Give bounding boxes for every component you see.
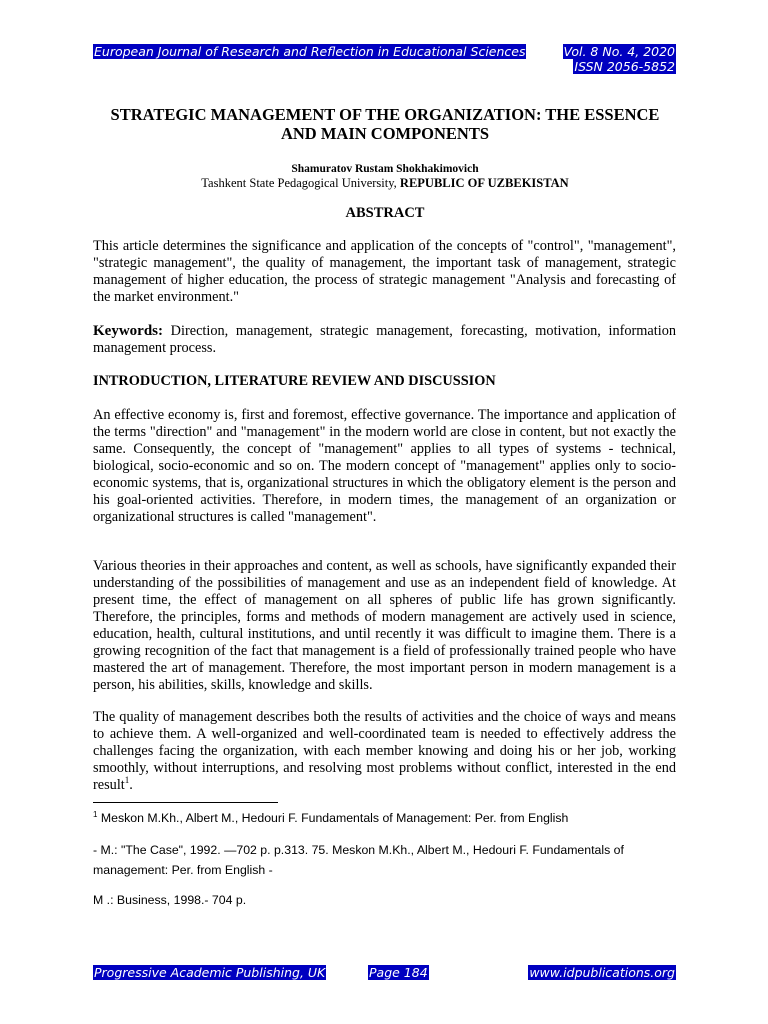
footnote-reference: 1 xyxy=(124,775,130,786)
abstract-text: This article determines the significance and application of the concepts of "control", "management", "strategic management", the quality of management, the important task of management, strategic management of higher education, the process of strategic management "Analysis and forecasting of the market environment." xyxy=(93,238,676,305)
website-footer: www.idpublications.org xyxy=(529,965,675,980)
author-affiliation xyxy=(93,176,677,191)
publisher-footer: Progressive Academic Publishing, UK xyxy=(94,965,326,980)
page-number-footer: Page 184 xyxy=(369,965,428,980)
issn-header: ISSN 2056-5852 xyxy=(574,59,675,74)
abstract-heading: ABSTRACT xyxy=(345,205,425,221)
article-title: STRATEGIC MANAGEMENT OF THE ORGANIZATION: THE ESSENCE AND MAIN COMPONENTS xyxy=(110,105,660,143)
journal-name-header: European Journal of Research and Reflection in Educational Sciences xyxy=(94,44,526,59)
affiliation-text: Tashkent State Pedagogical University, xyxy=(201,176,397,190)
footnote-line-3: M .: Business, 1998.- 704 p. xyxy=(93,893,247,907)
keywords-label: Keywords: xyxy=(93,323,163,339)
footnote-line-2: - M.: "The Case", 1992. —702 p. p.313. 75. Meskon M.Kh., Albert M., Hedouri F. Fundamentals of management: Per. from English - xyxy=(93,843,624,877)
body-paragraph-1: An effective economy is, first and foremost, effective governance. The importance and application of the terms "direction" and "management" in the modern world are close in content, but not exactly the same. Consequently, the concept of "management" applies to all types of systems - technical, biological, socio-economic and so on. The modern concept of "management" applies only to socio-economic systems, that is, organizational structures in which the obligatory element is the person and his goal-oriented activities. Therefore, in modern times, the management of an organization or organizational structures is called "management". xyxy=(93,407,676,525)
footnote-line-1 xyxy=(93,808,676,828)
paragraph-3-text: The quality of management describes both the results of activities and the choice of ways and means to achieve them. A well-organized and well-coordinated team is needed to effectively address the challenges facing the organization, with each member knowing and doing his or her job, working smoothly, without interruptions, and resolving most problems without conflict, interested in the end result xyxy=(93,709,676,793)
affiliation-country: REPUBLIC OF UZBEKISTAN xyxy=(399,176,569,190)
body-paragraph-3 xyxy=(93,709,676,794)
footnote-marker: 1 xyxy=(93,809,98,819)
footnote-line-1-text: Meskon M.Kh., Albert M., Hedouri F. Fundamentals of Management: Per. from English xyxy=(97,811,569,825)
author-name: Shamuratov Rustam Shokhakimovich xyxy=(291,163,479,175)
footnote-separator xyxy=(93,802,278,803)
volume-header: Vol. 8 No. 4, 2020 xyxy=(563,44,675,59)
body-paragraph-2: Various theories in their approaches and content, as well as schools, have significantly expanded their understanding of the possibilities of management and use as an independent field of knowledge. At present time, the effect of management on all spheres of public life has grown significantly. Therefore, the principles, forms and methods of modern management are actively used in science, education, health, cultural institutions, and until recently it was difficult to imagine them. There is a growing recognition of the fact that management is a field of professionally trained people who have mastered the art of management. Therefore, the most important person in modern management is a person, his abilities, skills, knowledge and skills. xyxy=(93,558,676,693)
paragraph-3-end: . xyxy=(129,777,133,793)
keywords-text: Direction, management, strategic management, forecasting, motivation, information management process. xyxy=(93,323,676,356)
section-heading: INTRODUCTION, LITERATURE REVIEW AND DISCUSSION xyxy=(93,373,496,389)
keywords-line xyxy=(93,323,676,357)
